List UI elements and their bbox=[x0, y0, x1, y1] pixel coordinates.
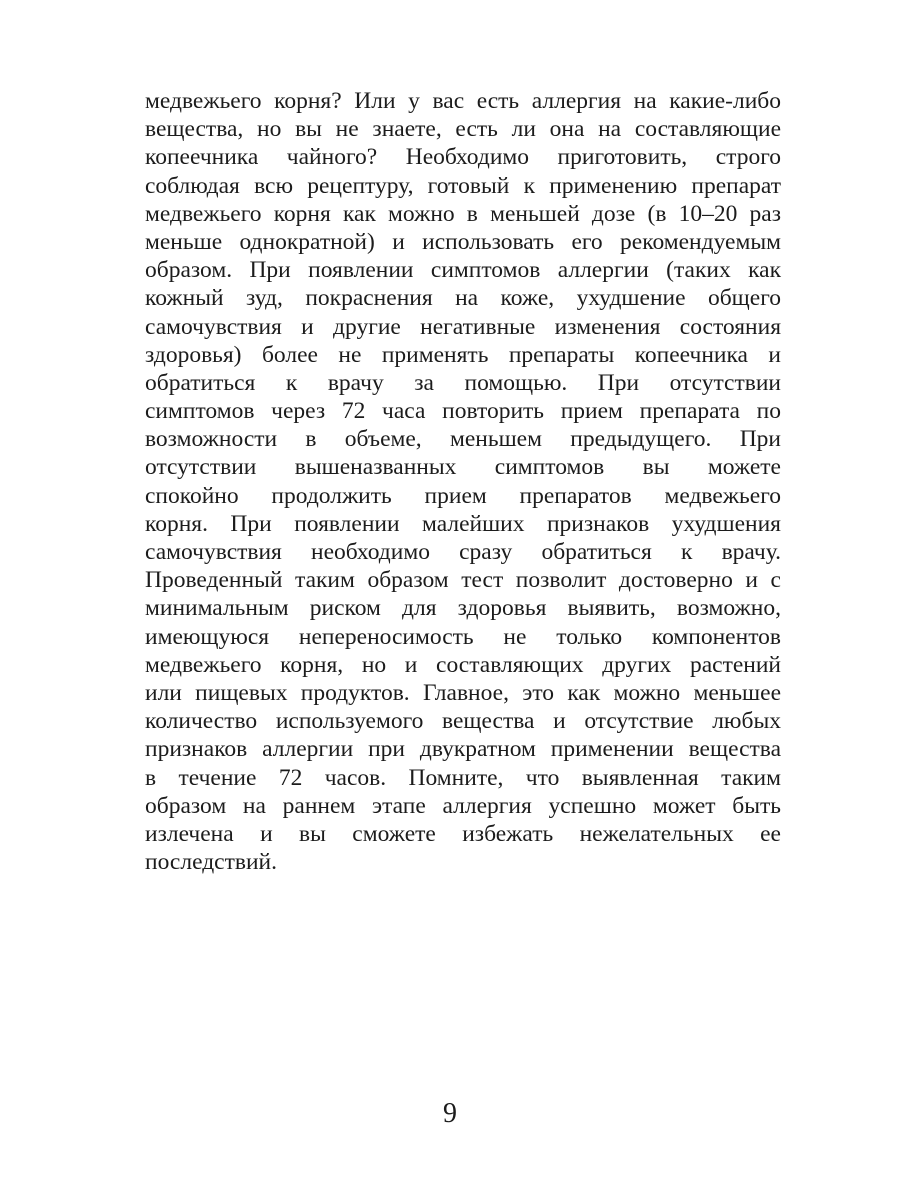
text-line: признаков аллергии при двукратном применении вещества bbox=[145, 736, 781, 763]
text-line: обратиться к врачу за помощью. При отсутствии bbox=[145, 369, 781, 396]
text-line: отсутствии вышеназванных симптомов вы можете bbox=[145, 454, 781, 481]
text-line: имеющуюся непереносимость не только компонентов bbox=[145, 623, 781, 650]
page-number: 9 bbox=[443, 1098, 457, 1129]
text-line: соблюдая всю рецептуру, готовый к применению препарат bbox=[145, 172, 781, 199]
text-line: количество используемого вещества и отсутствие любых bbox=[145, 708, 781, 735]
text-line: излечена и вы сможете избежать нежелательных ее bbox=[145, 820, 781, 847]
text-line: медвежьего корня как можно в меньшей дозе (в 10–20 раз bbox=[145, 200, 781, 227]
text-line: корня. При появлении малейших признаков ухудшения bbox=[145, 510, 781, 537]
text-line: спокойно продолжить прием препаратов медвежьего bbox=[145, 482, 781, 509]
text-line: в течение 72 часов. Помните, что выявленная таким bbox=[145, 764, 781, 791]
text-line: копеечника чайного? Необходимо приготовить, строго bbox=[145, 144, 781, 171]
text-line: самочувствия и другие негативные изменения состояния bbox=[145, 313, 781, 340]
text-line: самочувствия необходимо сразу обратиться к врачу. bbox=[145, 539, 781, 565]
text-line: образом на раннем этапе аллергия успешно может быть bbox=[145, 792, 781, 819]
body-text bbox=[145, 87, 781, 876]
text-line: образом. При появлении симптомов аллергии (таких как bbox=[145, 257, 781, 284]
text-line: медвежьего корня? Или у вас есть аллергия на какие-либо bbox=[145, 88, 781, 114]
text-line: здоровья) более не применять препараты копеечника и bbox=[145, 341, 781, 368]
text-line: симптомов через 72 часа повторить прием препарата по bbox=[145, 398, 781, 425]
text-line: минимальным риском для здоровья выявить, возможно, bbox=[145, 595, 781, 622]
text-line: Проведенный таким образом тест позволит достоверно и с bbox=[145, 567, 781, 594]
text-line: последствий. bbox=[145, 849, 277, 876]
text-line: или пищевых продуктов. Главное, это как можно меньшее bbox=[145, 679, 781, 706]
text-line: вещества, но вы не знаете, есть ли она на составляющие bbox=[145, 116, 781, 143]
text-line: кожный зуд, покраснения на коже, ухудшение общего bbox=[145, 285, 781, 312]
text-line: возможности в объеме, меньшем предыдущего. При bbox=[145, 426, 781, 453]
text-line: медвежьего корня, но и составляющих других растений bbox=[145, 651, 781, 678]
text-line: меньше однократной) и использовать его рекомендуемым bbox=[145, 228, 781, 255]
